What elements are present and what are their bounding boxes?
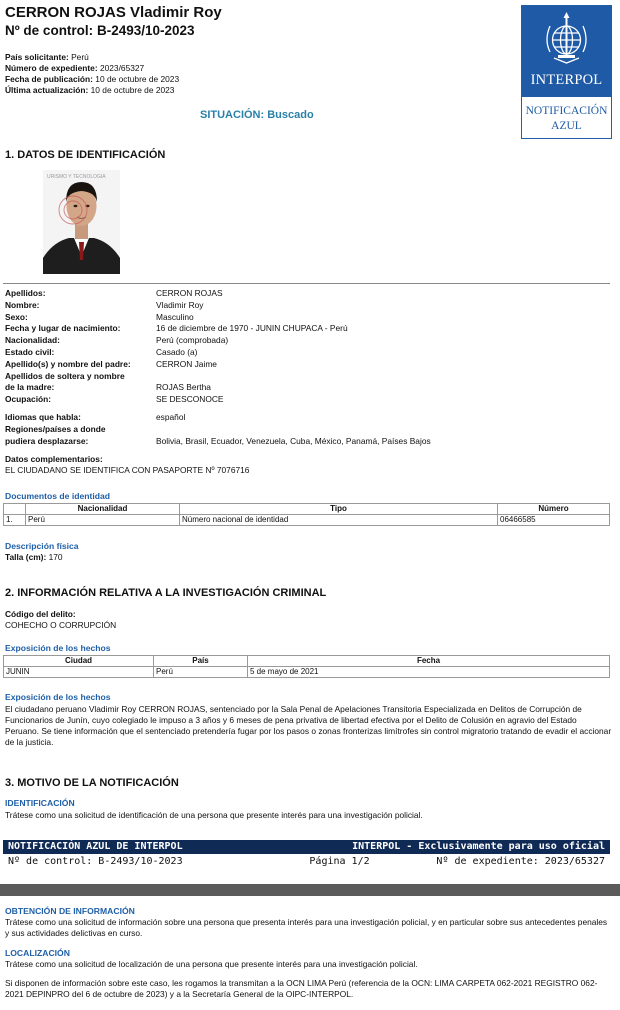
field-label [5,424,156,448]
control-label: Nº de control: [5,23,94,38]
footer-control: Nº de control: B-2493/10-2023 [8,856,183,867]
logo-notice-type [522,104,611,134]
table-row [4,667,610,678]
table-cell: Número nacional de identidad [180,515,498,526]
page-footer [3,840,610,871]
logo-sub-line: NOTIFICACIÓN [525,105,608,117]
status-situacion: SITUACIÓN: Buscado [200,109,314,121]
control-number [5,23,195,39]
hechos-text-title: Exposición de los hechos [5,692,111,702]
table-header: Fecha [248,656,610,667]
meta-row [5,52,179,63]
field-label: Fecha y lugar de nacimiento: [5,323,121,334]
interpol-logo [521,5,612,139]
field-row [5,300,605,312]
person-name: CERRON ROJAS Vladimir Roy [5,4,222,21]
page-break [0,884,620,896]
documentos-table [3,503,610,526]
hechos-text-body: El ciudadano peruano Vladimir Roy CERRON ROJAS, sentenciado por la Sala Penal de Apelaciones Transitoria Especializada en Delitos de Corrupción de Funcionarios de Junín, cuyo colegiado le impuso a 3 años y 6 meses de pena privativa de libertad efectiva por el Delito de Colusión en agravio del Estado Peruano. Se tiene información que el sentenciado pretendería fugar por los pasos o zonas fronterizas limítrofes sin control migratorio tratando de evadir el accionar de la justicia. [5,704,612,747]
field-row [5,359,605,371]
meta-value: 2023/65327 [99,63,145,73]
section-3-title: 3. MOTIVO DE LA NOTIFICACIÓN [5,777,179,789]
field-value: CERRON Jaime [156,358,217,369]
codigo-value: COHECHO O CORRUPCIÓN [5,620,117,630]
complementarios-label: Datos complementarios: [5,453,103,464]
hechos-table [3,655,610,678]
field-value: Bolivia, Brasil, Ecuador, Venezuela, Cuba, México, Panamá, Países Bajos [156,435,431,446]
logo-word: INTERPOL [530,72,603,88]
field-label-line: pudiera desplazarse: [5,435,89,446]
identificacion-body: Trátese como una solicitud de identificación de una persona que presente interés para una investigación policial. [5,810,423,820]
table-header-row [4,656,610,667]
field-label: Apellidos de soltera y nombre [5,370,125,381]
identification-fields [5,288,605,477]
field-value: Casado (a) [156,346,198,357]
talla-row [5,552,63,563]
hechos-table-title: Exposición de los hechos [5,643,111,653]
closing-text: Si disponen de información sobre este caso, les rogamos la transmitan a la OCN LIMA Perú (referencia de la OCN: LIMA CARPETA 062-2021 REGISTRO 062-2021 DEPINPRO del 6 de octubre de 2023) y a la Secretaría General de la OIPC-INTERPOL. [5,978,598,999]
field-value: Perú (comprobada) [156,335,229,346]
field-label: Estado civil: [5,346,55,357]
field-label: Nombre: [5,299,40,310]
field-value: 16 de diciembre de 1970 - JUNIN CHUPACA - Perú [156,323,348,334]
meta-label: Número de expediente: [5,63,98,73]
field-row [5,312,605,324]
descripcion-title: Descripción física [5,541,79,551]
table-header: Ciudad [4,656,154,667]
table-cell: Perú [154,667,248,678]
section-2-title: 2. INFORMACIÓN RELATIVA A LA INVESTIGACIÓN CRIMINAL [5,587,327,599]
field-row-regiones [5,424,605,448]
field-row [5,394,605,406]
footer-bar [3,840,610,854]
field-row [5,347,605,359]
localizacion-title: LOCALIZACIÓN [5,948,70,958]
portrait-image [43,170,120,274]
control-value: B-2493/10-2023 [96,23,195,38]
table-header: Nacionalidad [26,504,180,515]
table-header: País [154,656,248,667]
field-label: Idiomas que habla: [5,411,81,422]
talla-label: Talla (cm): [5,552,47,562]
section-1-title: 1. DATOS DE IDENTIFICACIÓN [5,149,166,161]
meta-label: Última actualización: [5,85,89,95]
table-cell: 06466585 [498,515,610,526]
meta-value: Perú [71,52,89,62]
logo-blue-panel [522,6,611,97]
field-label: Ocupación: [5,394,52,405]
field-row [5,323,605,335]
field-value: Vladimir Roy [156,299,204,310]
meta-row [5,85,179,96]
meta-row [5,63,179,74]
photo-stamp-text: URISMO Y TECNOLOGIA [47,174,106,180]
documentos-title: Documentos de identidad [5,491,111,501]
table-header-row [4,504,610,515]
meta-label: Fecha de publicación: [5,74,93,84]
field-label: Sexo: [5,311,28,322]
field-row [5,288,605,300]
table-cell: JUNIN [4,667,154,678]
person-photo [43,170,120,274]
field-row [5,335,605,347]
footer-page: Página 1/2 [309,856,370,867]
meta-value: 10 de octubre de 2023 [90,85,175,95]
codigo-label: Código del delito: [5,609,76,619]
talla-value: 170 [48,552,63,562]
field-row-idiomas [5,412,605,424]
meta-value: 10 de octubre de 2023 [95,74,180,84]
complementarios-value: EL CIUDADANO SE IDENTIFICA CON PASAPORTE Nº 7076716 [5,465,250,476]
footer-expediente: Nº de expediente: 2023/65327 [436,856,605,867]
field-value: español [156,411,186,422]
obtencion-title: OBTENCIÓN DE INFORMACIÓN [5,906,135,916]
table-row [4,515,610,526]
field-label-line: Regiones/países a donde [5,423,106,434]
footer-info-row [3,854,610,870]
footer-left-title: NOTIFICACIÓN AZUL DE INTERPOL [8,841,183,852]
field-value: SE DESCONOCE [156,394,224,405]
field-label: Nacionalidad: [5,335,60,346]
obtencion-body: Trátese como una solicitud de información sobre una persona que presenta interés para una investigación policial, y en particular sobre sus antecedentes penales y sus actividades delictivas en curso. [5,917,608,938]
table-cell: 1. [4,515,26,526]
table-cell: 5 de mayo de 2021 [248,667,610,678]
globe-emblem-icon [522,6,611,72]
table-cell: Perú [26,515,180,526]
logo-sub-line: AZUL [551,120,582,132]
field-label: Apellidos: [5,288,46,298]
field-label: Apellido(s) y nombre del padre: [5,358,131,369]
field-value: ROJAS Bertha [156,382,211,393]
field-label: de la madre: [5,382,55,393]
meta-row [5,74,179,85]
divider [3,283,610,284]
meta-label: País solicitante: [5,52,69,62]
notice-metadata [5,52,179,96]
table-header-index [4,504,26,515]
field-value: Masculino [156,311,194,322]
field-value: CERRON ROJAS [156,288,223,298]
table-header: Tipo [180,504,498,515]
table-header: Número [498,504,610,515]
localizacion-body: Trátese como una solicitud de localización de una persona que presente interés para una investigación policial. [5,959,418,969]
field-row [5,382,605,394]
field-row [5,371,605,383]
footer-right-title: INTERPOL - Exclusivamente para uso oficial [352,841,605,852]
identificacion-title: IDENTIFICACIÓN [5,798,75,808]
field-value [156,371,605,383]
